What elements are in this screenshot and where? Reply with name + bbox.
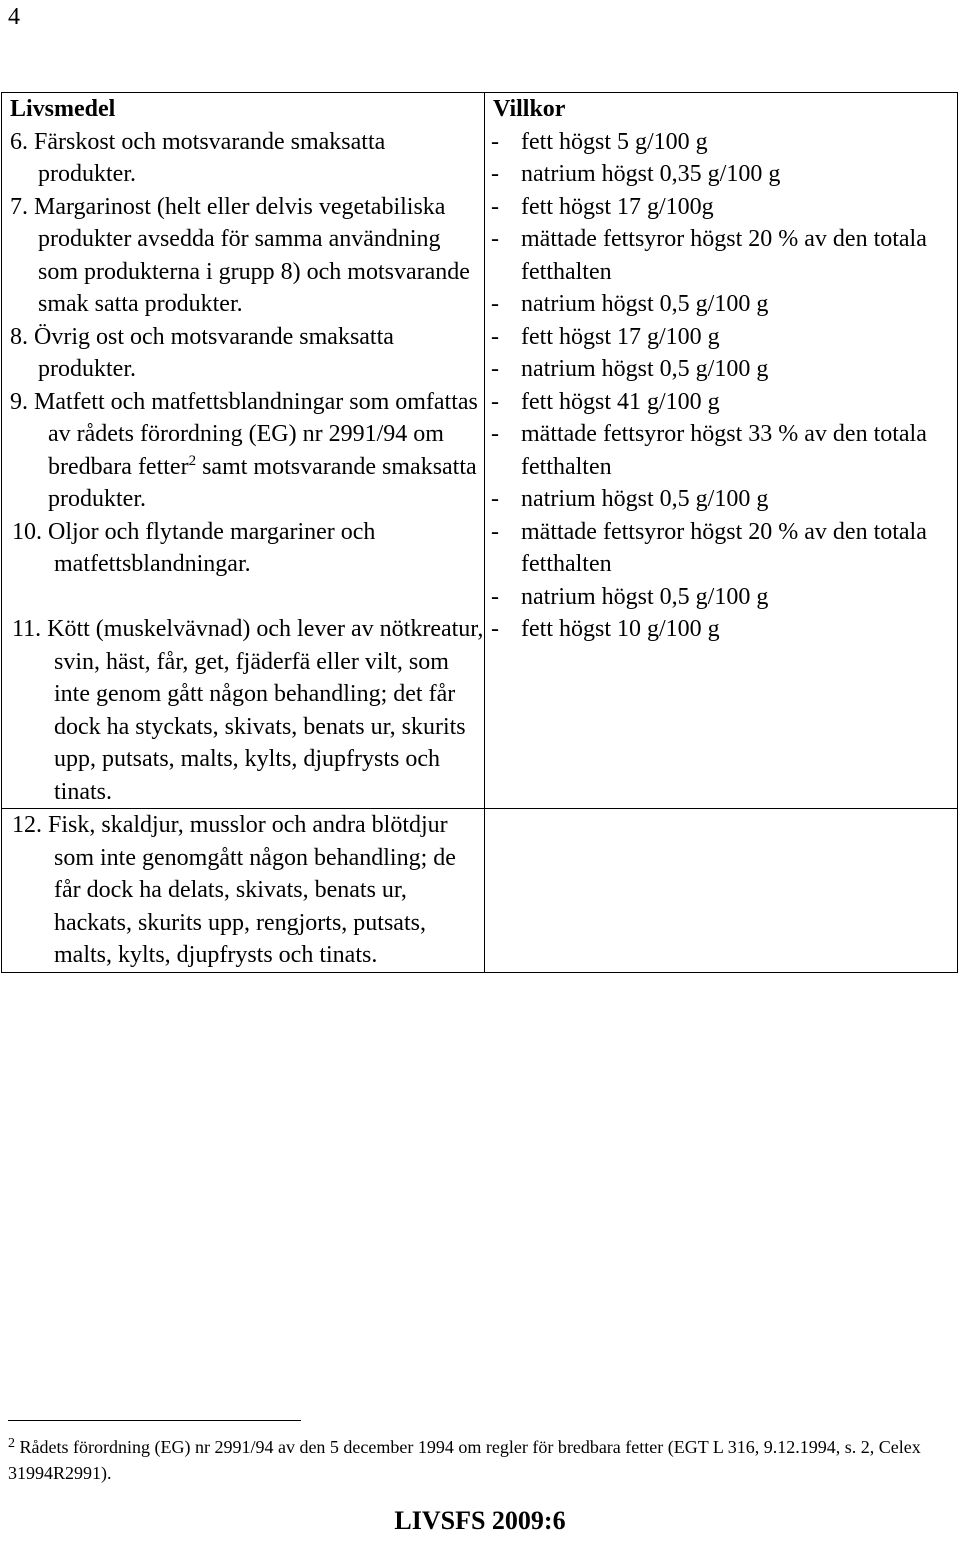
food-item-11: 11. Kött (muskelvävnad) och lever av nötkreatur, svin, häst, får, get, fjäderfä eller vilt, som inte genom gått någon behandling; det får dock ha styckats, skivats, benats ur, skurits upp, putsats, malts, kylts, djupfrysts och tinats. [12, 616, 484, 805]
conditions-cell [485, 126, 958, 191]
condition-item: - fett högst 17 g/100g [491, 193, 714, 220]
conditions-list [485, 516, 957, 614]
conditions-list [485, 321, 957, 386]
food-cell [2, 613, 485, 809]
conditions-cell [485, 386, 958, 516]
condition-item: - fett högst 5 g/100 g [491, 128, 708, 155]
table-row [2, 321, 958, 386]
food-item-12: 12. Fisk, skaldjur, musslor och andra blötdjur som inte genomgått någon behandling; de får dock ha delats, skivats, benats ur, hackats, skurits upp, rengjorts, putsats, malts, kylts, djupfrysts och tinats. [12, 812, 456, 968]
condition-text: mättade fettsyror högst 20 % av den totala fetthalten [521, 518, 927, 577]
footnote-text: Rådets förordning (EG) nr 2991/94 av den 5 december 1994 om regler för bredbara fetter (EGT L 316, 9.12.1994, s. 2, Celex 31994R2991). [8, 1437, 921, 1483]
footnote [8, 1434, 948, 1486]
conditions-cell [485, 809, 958, 973]
food-cell [2, 126, 485, 191]
condition-text: mättade fettsyror högst 33 % av den totala fetthalten [521, 421, 927, 480]
food-item-10: 10. Oljor och flytande margariner och matfettsblandningar. [12, 518, 376, 577]
condition-item: - mättade fettsyror högst 20 % av den totala fetthalten [491, 518, 927, 577]
table-header-row [2, 93, 958, 126]
condition-item: - natrium högst 0,5 g/100 g [491, 291, 769, 317]
condition-text: fett högst 10 g/100 g [521, 616, 720, 642]
food-item-9 [2, 386, 484, 516]
header-food: Livsmedel [10, 96, 116, 122]
condition-text: natrium högst 0,5 g/100 g [521, 583, 769, 610]
condition-item: - fett högst 41 g/100 g [491, 388, 720, 415]
page-number: 4 [8, 4, 20, 30]
condition-text: mättade fettsyror högst 20 % av den totala fetthalten [521, 226, 927, 285]
condition-text: fett högst 5 g/100 g [521, 128, 708, 155]
condition-item: - fett högst 10 g/100 g [491, 616, 720, 642]
table-row [2, 516, 958, 614]
condition-item: - natrium högst 0,5 g/100 g [491, 356, 769, 382]
table-row [2, 126, 958, 191]
food-item-6: 6. Färskost och motsvarande smaksatta produkter. [10, 128, 386, 187]
conditions-cell [485, 191, 958, 321]
footnote-separator [8, 1420, 301, 1421]
condition-text: fett högst 17 g/100g [521, 193, 714, 220]
document-code: LIVSFS 2009:6 [394, 1506, 566, 1535]
conditions-cell [485, 516, 958, 614]
nutrition-criteria-table [1, 92, 958, 973]
food-cell [2, 516, 485, 614]
conditions-list [485, 126, 957, 191]
condition-text: fett högst 17 g/100 g [521, 323, 720, 350]
header-cell-food [2, 93, 485, 126]
food-cell [2, 321, 485, 386]
condition-text: natrium högst 0,35 g/100 g [521, 161, 781, 187]
conditions-list [485, 191, 957, 321]
conditions-list [485, 386, 957, 516]
condition-text: fett högst 41 g/100 g [521, 388, 720, 415]
header-cell-conditions [485, 93, 958, 126]
food-item-7: 7. Margarinost (helt eller delvis vegetabiliska produkter avsedda för samma användning som produkterna i grupp 8) och motsvarande smak satta produkter. [10, 193, 470, 317]
condition-item: - natrium högst 0,5 g/100 g [491, 583, 769, 610]
table-row [2, 613, 958, 809]
condition-item: - mättade fettsyror högst 33 % av den totala fetthalten [491, 421, 927, 480]
food-item-8: 8. Övrig ost och motsvarande smaksatta produkter. [10, 323, 394, 382]
condition-item: - natrium högst 0,5 g/100 g [491, 486, 769, 512]
food-text: 9. Matfett och matfettsblandningar som omfattas av rådets förordning (EG) nr 2991/94 om bredbara fetter [10, 388, 478, 480]
conditions-list [485, 613, 957, 646]
condition-item: - fett högst 17 g/100 g [491, 323, 720, 350]
condition-item: - natrium högst 0,35 g/100 g [491, 161, 781, 187]
table-row [2, 386, 958, 516]
condition-item: - mättade fettsyror högst 20 % av den totala fetthalten [491, 226, 927, 285]
food-cell [2, 191, 485, 321]
condition-text: natrium högst 0,5 g/100 g [521, 291, 769, 317]
header-conditions: Villkor [493, 96, 566, 122]
table-row [2, 191, 958, 321]
condition-text: natrium högst 0,5 g/100 g [521, 486, 769, 512]
conditions-cell [485, 321, 958, 386]
footnote-marker: 2 [8, 1436, 15, 1451]
condition-text: natrium högst 0,5 g/100 g [521, 356, 769, 382]
conditions-cell [485, 613, 958, 809]
food-cell [2, 386, 485, 516]
food-cell [2, 809, 485, 973]
table-row [2, 809, 958, 973]
food-text: samt motsvarande smaksatta produkter. [48, 453, 477, 512]
footnote-reference: 2 [188, 452, 197, 469]
